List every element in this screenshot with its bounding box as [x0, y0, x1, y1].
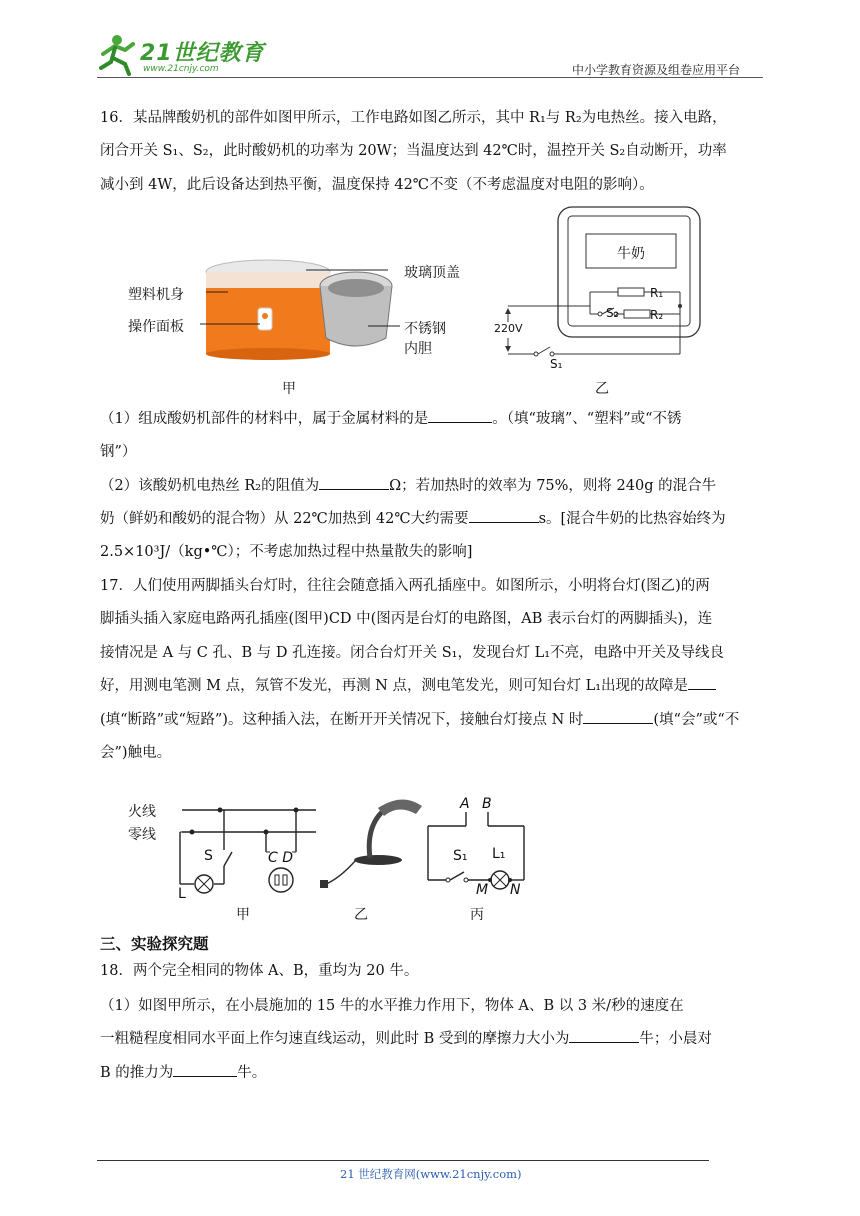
- logo-main-text: 21世纪教育: [140, 41, 265, 66]
- label-socket-cd: C D: [268, 850, 294, 866]
- label-glass-top: 玻璃顶盖: [404, 265, 460, 281]
- label-220v: 220V: [494, 322, 523, 335]
- q18-line4-a: B 的推力为: [100, 1065, 174, 1081]
- label-plastic-body: 塑料机身: [128, 287, 184, 303]
- q16-sub2-b: Ω；若加热时的效率为 75%，则将 240g 的混合牛: [389, 478, 717, 494]
- q16-sub2-a: （2）该酸奶机电热丝 R₂的阻值为: [100, 478, 320, 494]
- q18-line1: 18．两个完全相同的物体 A、B，重均为 20 牛。: [100, 963, 419, 979]
- label-switch-s: S: [204, 848, 213, 864]
- q16-sub2-line1: [100, 471, 762, 501]
- q16-sub2-d: s。[混合牛奶的比热容始终为: [538, 511, 726, 527]
- q16-line3: 减小到 4W，此后设备达到热平衡，温度保持 42℃不变（不考虑温度对电阻的影响）。: [100, 177, 654, 193]
- q16-sub1-line2: 钢”）: [100, 444, 137, 460]
- q16-sub2-c: 奶（鲜奶和酸奶的混合物）从 22℃加热到 42℃大约需要: [100, 511, 469, 527]
- q16-sub2-line2: [100, 504, 762, 534]
- answer-blank-shock[interactable]: [583, 708, 653, 724]
- label-lamp-l: L: [178, 886, 186, 902]
- label-stainless: 不锈钢: [404, 321, 446, 337]
- section-title: 三、实验探究题: [100, 935, 209, 953]
- logo-url-text: www.21cnjy.com: [143, 64, 219, 74]
- label-r2: R₂: [650, 308, 664, 322]
- label-point-m: M: [476, 882, 489, 898]
- figure-label-jia-2: 甲: [236, 907, 250, 923]
- figure-label-jia: 甲: [282, 381, 296, 397]
- yogurt-circuit-diagram: [490, 204, 720, 384]
- figure-label-yi-2: 乙: [354, 907, 368, 923]
- answer-blank-material[interactable]: [428, 407, 492, 423]
- q16-line1: 16．某品牌酸奶机的部件如图甲所示，工作电路如图乙所示，其中 R₁与 R₂为电热丝。接入电路，: [100, 110, 727, 126]
- label-r1: R₁: [650, 286, 664, 300]
- q17-line3: 接情况是 A 与 C 孔、B 与 D 孔连接。闭合台灯开关 S₁，发现台灯 L₁不亮，电路中开关及导线良: [100, 645, 725, 661]
- yogurt-circuit-figure: [490, 204, 720, 384]
- label-plug-b: B: [482, 796, 492, 812]
- label-neutral-wire: 零线: [128, 827, 156, 843]
- q17-line5-a: (填“断路”或“短路”)。这种插入法，在断开开关情况下，接触台灯接点 N 时: [100, 712, 584, 728]
- label-live-wire: 火线: [128, 804, 156, 820]
- header-right-text: 中小学教育资源及组卷应用平台: [572, 63, 741, 77]
- figure-label-bing: 丙: [470, 907, 484, 923]
- q17-line1: 17．人们使用两脚插头台灯时，往往会随意插入两孔插座中。如图所示，小明将台灯(图乙)的两: [100, 578, 710, 594]
- label-inner: 内胆: [404, 341, 432, 357]
- q17-line6: 会”)触电。: [100, 745, 172, 761]
- q17-line4: [100, 671, 762, 701]
- q18-line2: （1）如图甲所示，在小晨施加的 15 牛的水平推力作用下，物体 A、B 以 3 米/秒的速度在: [100, 998, 684, 1014]
- answer-blank-push[interactable]: [173, 1061, 237, 1077]
- q17-line5: [100, 705, 762, 735]
- answer-blank-time[interactable]: [469, 507, 539, 523]
- label-point-n: N: [510, 882, 521, 898]
- q16-sub2-line3: 2.5×10³J/（kg•℃）；不考虑加热过程中热量散失的影响]: [100, 544, 473, 560]
- q18-line3-b: 牛；小晨对: [639, 1031, 712, 1047]
- q17-line4-text: 好，用测电笔测 M 点，氖管不发光，再测 N 点，测电笔发光，则可知台灯 L₁出现的故障是: [100, 678, 689, 694]
- q16-sub1-b: 。（填“玻璃”、“塑料”或“不锈: [492, 411, 682, 427]
- q16-sub1-a: （1）组成酸奶机部件的材料中，属于金属材料的是: [100, 411, 429, 427]
- answer-blank-r2[interactable]: [319, 474, 389, 490]
- header-divider: [97, 77, 763, 78]
- footer-text: 21 世纪教育网(www.21cnjy.com): [340, 1167, 522, 1181]
- label-plug-a: A: [460, 796, 470, 812]
- q18-line4-b: 牛。: [237, 1065, 267, 1081]
- q16-line2: 闭合开关 S₁、S₂，此时酸奶机的功率为 20W；当温度达到 42℃时，温控开关 S₂自动断开，功率: [100, 143, 727, 159]
- label-milk: 牛奶: [617, 246, 645, 262]
- label-panel: 操作面板: [128, 319, 184, 335]
- label-s2: S₂: [606, 306, 619, 320]
- figure-label-yi: 乙: [595, 381, 609, 397]
- q17-line2: 脚插头插入家庭电路两孔插座(图甲)CD 中(图丙是台灯的电路图，AB 表示台灯的两脚插头)，连: [100, 611, 713, 627]
- label-switch-s1: S₁: [453, 848, 468, 864]
- answer-blank-friction[interactable]: [569, 1027, 639, 1043]
- q18-line4: [100, 1058, 762, 1088]
- label-lamp-l1: L₁: [492, 846, 506, 862]
- q18-line3-a: 一粗糙程度相同水平面上作匀速直线运动，则此时 B 受到的摩擦力大小为: [100, 1031, 570, 1047]
- q16-sub1-line1: [100, 404, 762, 434]
- footer-divider: [97, 1160, 709, 1161]
- q18-line3: [100, 1024, 762, 1054]
- q17-line5-b: (填“会”或“不: [653, 712, 740, 728]
- label-s1: S₁: [550, 357, 563, 371]
- answer-blank-fault[interactable]: [688, 674, 716, 690]
